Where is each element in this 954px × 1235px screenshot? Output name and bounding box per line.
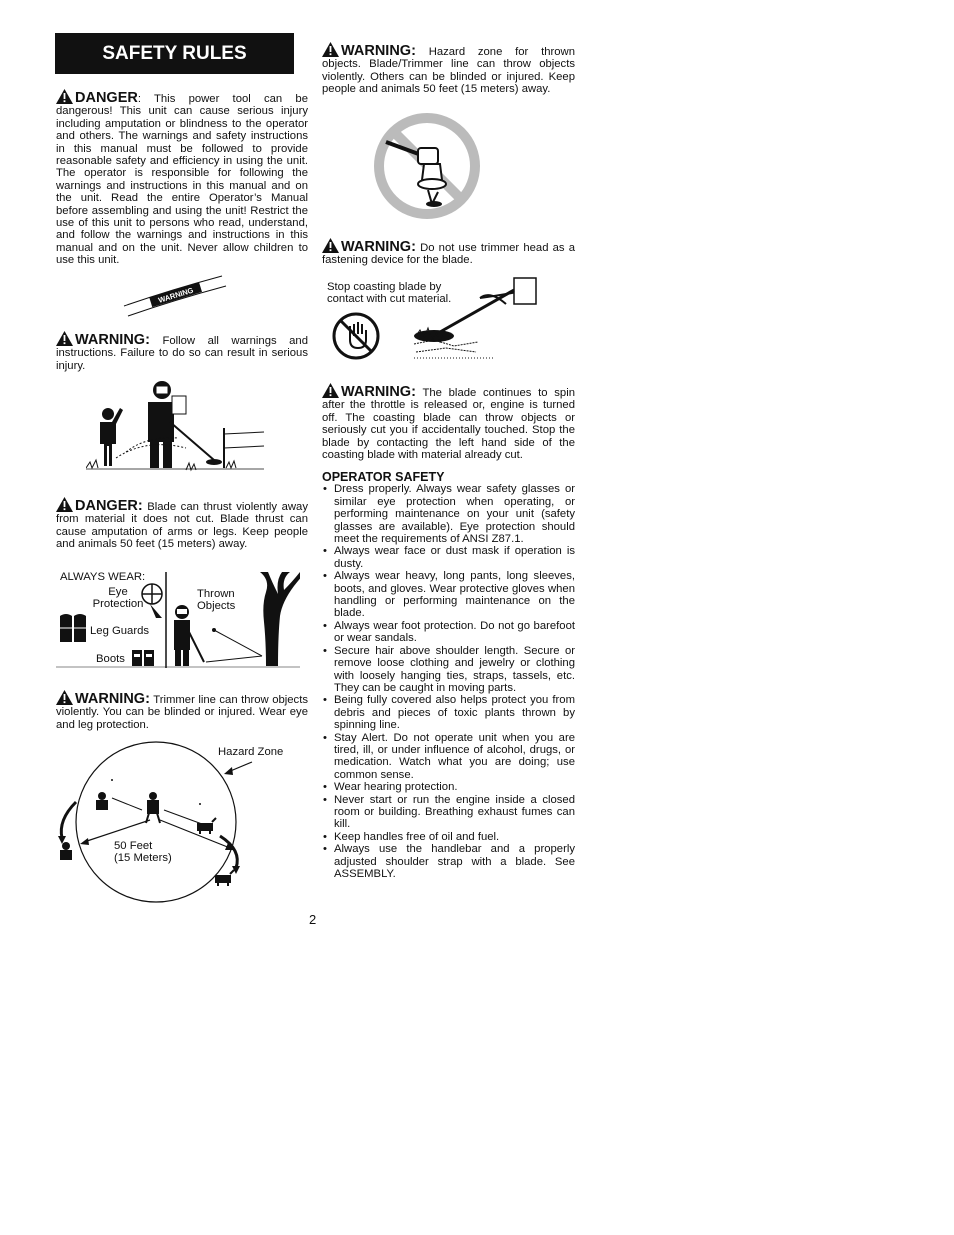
list-item: • Stay Alert. Do not operate unit when you are tired, ill, or under influence of alcohol, drugs, or medication. Watch what you are doing; use common sense. [322,732,575,782]
warning-heading: WARNING: [75,691,150,707]
hazard-zone-label: Hazard Zone [218,746,284,758]
warning-heading: WARNING: [341,43,416,59]
list-item: • Always wear face or dust mask if operation is dusty. [322,545,575,570]
danger-text: Blade can thrust violently away from material it does not cut. Blade thrust can cause amputation of arms or legs. Keep people and animals 50 feet (15 meters) away. [56,501,308,551]
hazard-zone-illustration [56,740,256,910]
stop-caption-line2: contact with cut material. [327,293,452,306]
eye-label-line2: Protection [92,598,144,611]
warning-text: Hazard zone for thrown objects. Blade/Trimmer line can throw objects violently. Others can be blinded or injured. Keep people and animals 50 feet (15 meters) away. [322,46,575,96]
list-item: • Keep handles free of oil and fuel. [322,831,575,843]
warning-text: The blade continues to spin after the throttle is released or, engine is turned off. The coasting blade can throw objects or seriously cut you if accidentally touched. Stop the blade by contacting the left hand side of the coasting blade with material already cut. [322,387,575,462]
alert-triangle-icon [56,331,73,346]
warning-heading: WARNING: [341,384,416,400]
alert-triangle-icon [56,497,73,512]
operator-bystander-illustration [86,378,266,474]
thrown-label-line1: Thrown [197,588,235,600]
thrown-label-line2: Objects [197,600,236,613]
list-item: • Always wear foot protection. Do not go barefoot or wear sandals. [322,620,575,645]
warning-fastening-block [322,238,575,267]
no-hand-icon [334,314,378,358]
eye-label-line1: Eye [108,586,128,598]
stop-coasting-blade-illustration [330,274,552,364]
alert-triangle-icon [322,383,339,398]
warning-heading: WARNING: [75,332,150,348]
operator-safety-title: OPERATOR SAFETY [322,470,445,484]
boots-label: Boots [96,653,125,665]
danger-heading: DANGER: [75,498,143,514]
list-item: • Always use the handlebar and a properly adjusted shoulder strap with a blade. See ASSEMBLY. [322,843,575,880]
stop-caption-line1: Stop coasting blade by [327,281,442,293]
boots-icon [132,650,154,666]
list-item: • Secure hair above shoulder length. Secure or remove loose clothing and jewelry or clothing with loosely hanging ties, straps, tassels, etc. They can be caught in moving parts. [322,645,575,695]
alert-triangle-icon [56,690,73,705]
warning-follow-block [56,331,308,372]
list-item: • Dress properly. Always wear safety glasses or similar eye protection when operating, or performing maintenance on your unit (safety glasses are available). Eye protection should meet the requirements of ANSI Z87.1. [322,483,575,545]
alert-triangle-icon [56,89,73,104]
warning-hazard-zone-block [322,42,575,96]
list-item: • Wear hearing protection. [322,781,575,793]
warning-text: Do not use trimmer head as a fastening device for the blade. [322,242,575,267]
danger-text: : This power tool can be dangerous! This unit can cause serious injury including amputation or blindness to the operator and others. The warnings and safety instructions in this manual must be followed to provide reasonable safety and efficiency in using the unit. The operator is responsible for following the warnings and instructions in this manual and on the unit. Read the entire Operator’s Manual before assembling and using the unit! Restrict the use of this unit to persons who read, understand, and follow the warnings and instructions in this manual and on the unit. Never allow children to use this unit. [56,93,308,267]
warning-text: Trimmer line can throw objects violently. You can be blinded or injured. Wear eye and leg protection. [56,694,308,731]
alert-triangle-icon [322,238,339,253]
list-item: • Always wear heavy, long pants, long sleeves, boots, and gloves. Wear protective gloves when handling or performing maintenance on the blade. [322,570,575,620]
distance-line2: (15 Meters) [114,852,172,865]
decal-warning-text: WARNING [157,285,195,305]
leg-guards-label: Leg Guards [90,625,150,637]
page-title: SAFETY RULES [55,33,294,74]
danger-blade-thrust-block [56,497,308,551]
operator-safety-list [322,483,575,880]
danger-heading: DANGER [75,90,138,106]
no-fastening-prohibition-icon [372,112,484,222]
protective-gear-illustration [56,570,300,670]
list-item: • Being fully covered also helps protect you from debris and pieces of toxic plants thrown by spinning line. [322,694,575,731]
alert-triangle-icon [322,42,339,57]
operator-safety-section [322,471,575,880]
list-item: • Never start or run the engine inside a closed room or building. Breathing exhaust fumes can kill. [322,794,575,831]
face-shield-icon [142,584,162,618]
warning-heading: WARNING: [341,239,416,255]
warning-trimmer-line-block [56,690,308,731]
always-wear-label: ALWAYS WEAR: [60,571,146,583]
danger-general-block [56,89,308,267]
distance-line1: 50 Feet [114,840,153,852]
leg-guards-icon [60,614,86,642]
warning-text: Follow all warnings and instructions. Failure to do so can result in serious injury. [56,335,308,372]
page-number: 2 [309,912,317,927]
warning-coasting-block [322,383,575,461]
warning-decal-illustration [120,272,230,320]
